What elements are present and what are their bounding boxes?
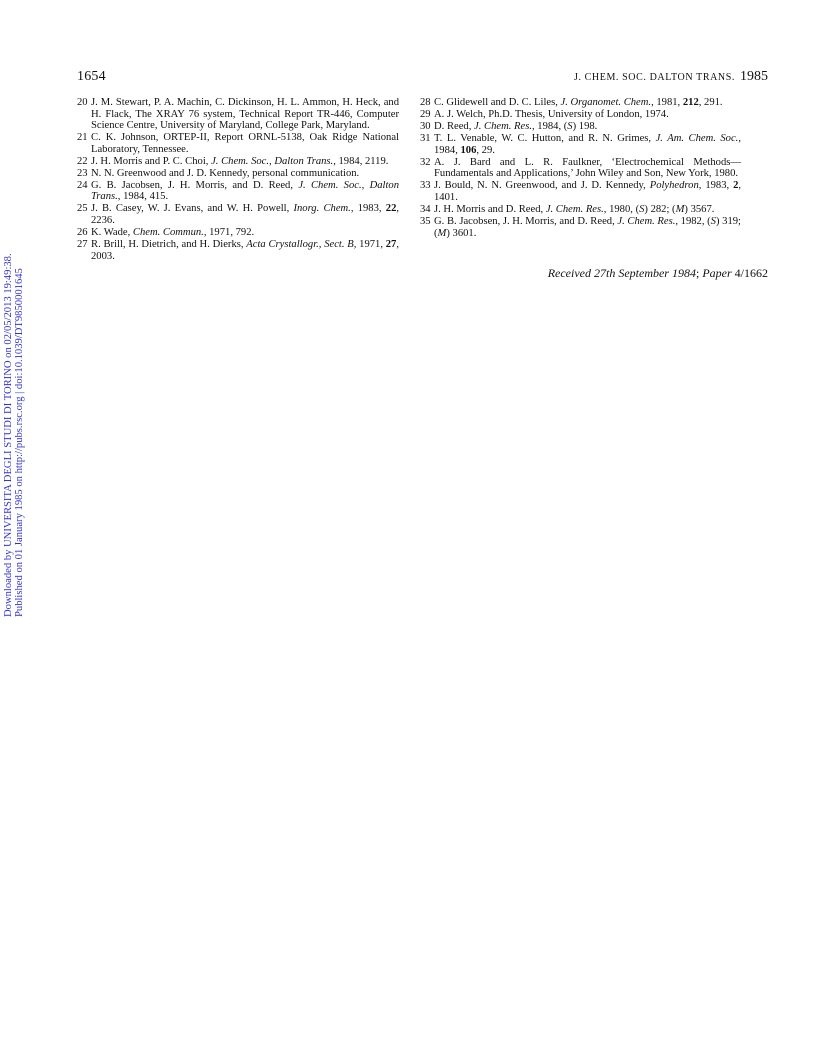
page-number: 1654 <box>77 69 106 84</box>
reference-number: 35 <box>420 215 431 227</box>
running-header <box>77 69 768 85</box>
reference-fragment: 106 <box>460 144 477 156</box>
reference-fragment: 27 <box>385 239 397 251</box>
reference-fragment: M <box>437 227 447 239</box>
reference-text <box>434 180 741 203</box>
reference-fragment: , 1983, <box>698 180 734 192</box>
reference-fragment: , 1982, ( <box>675 215 711 227</box>
reference-fragment: M <box>675 203 685 215</box>
reference-fragment: K. Wade, <box>91 227 133 239</box>
reference-fragment: T. L. Venable, W. C. Hutton, and R. N. Grimes, <box>434 133 656 145</box>
reference-number: 22 <box>77 155 88 167</box>
reference-item <box>77 180 399 203</box>
reference-fragment: J. Organomet. Chem. <box>560 97 652 108</box>
reference-text <box>91 180 399 203</box>
reference-fragment: S <box>710 215 716 227</box>
reference-item <box>420 180 741 203</box>
reference-fragment: 2 <box>733 180 739 192</box>
reference-fragment: S <box>567 121 573 133</box>
reference-text <box>91 203 399 226</box>
reference-fragment: R. Brill, H. Dietrich, and H. Dierks, <box>91 239 247 251</box>
reference-number: 33 <box>420 180 431 192</box>
reference-fragment: , 1984, 415. <box>117 191 169 203</box>
reference-fragment: Inorg. Chem. <box>293 203 351 215</box>
reference-fragment: C. K. Johnson, ORTEP-II, Report ORNL-5138, Oak Ridge National Laboratory, Tennessee. <box>91 132 399 155</box>
reference-item <box>420 157 741 180</box>
reference-item <box>77 97 399 132</box>
reference-fragment: , 1981, <box>651 97 683 108</box>
reference-number: 31 <box>420 133 431 145</box>
reference-number: 29 <box>420 109 431 121</box>
journal-year: 1985 <box>740 69 768 84</box>
reference-number: 28 <box>420 97 431 108</box>
reference-text <box>434 157 741 180</box>
reference-fragment: , 291. <box>698 97 723 108</box>
reference-number: 27 <box>77 239 88 251</box>
reference-item <box>420 204 741 216</box>
reference-fragment: Chem. Commun. <box>132 227 204 239</box>
reference-number: 30 <box>420 121 431 133</box>
reference-fragment: Acta Crystallogr., Sect. B <box>246 239 354 251</box>
reference-fragment: G. B. Jacobsen, J. H. Morris, and D. Reed, <box>91 179 299 191</box>
reference-fragment: D. Reed, <box>434 121 475 133</box>
references-column-right <box>420 97 741 240</box>
reference-text <box>434 121 597 132</box>
reference-fragment: ) 319; ( <box>434 215 741 239</box>
reference-text <box>434 133 741 156</box>
reference-item <box>420 133 741 156</box>
reference-fragment: J. Chem. Res. <box>617 215 676 227</box>
reference-fragment: Polyhedron <box>649 180 699 192</box>
reference-text <box>91 97 399 131</box>
reference-fragment: J. B. Casey, W. J. Evans, and W. H. Powell, <box>91 203 294 215</box>
reference-fragment: , 1980, ( <box>603 203 640 215</box>
reference-fragment: J. M. Stewart, P. A. Machin, C. Dickinson, H. L. Ammon, H. Heck, and H. Flack, The XRAY 76 system, Technical Report TR-446, Computer Science Centre, University of Maryland, College Park, Maryland. <box>91 97 399 132</box>
reference-fragment: , 1984, 2119. <box>333 155 389 167</box>
reference-text <box>91 239 399 262</box>
reference-item <box>77 156 399 168</box>
download-watermark <box>0 0 30 1056</box>
paper-number: 4/1662 <box>734 266 768 280</box>
reference-fragment: ) 198. <box>572 121 598 133</box>
reference-fragment: J. H. Morris and D. Reed, <box>434 203 546 215</box>
reference-fragment: , 1401. <box>434 180 742 203</box>
reference-fragment: J. Am. Chem. Soc. <box>655 133 739 145</box>
reference-text <box>434 216 741 239</box>
reference-item <box>77 203 399 226</box>
received-date: Received 27th September 1984 <box>547 266 696 280</box>
reference-number: 21 <box>77 132 88 144</box>
reference-text <box>434 204 714 215</box>
reference-text <box>434 97 723 108</box>
reference-fragment: J. Chem. Soc., Dalton Trans. <box>91 179 399 203</box>
journal-name: J. CHEM. SOC. DALTON TRANS. <box>573 72 735 83</box>
reference-item <box>77 168 399 180</box>
reference-fragment: , 1984, <box>434 133 741 156</box>
reference-fragment: J. Bould, N. N. Greenwood, and J. D. Kennedy, <box>434 180 650 192</box>
publication-notice[interactable]: Published on 01 January 1985 on http://pubs.rsc.org | doi:10.1039/DT9850001645 <box>14 268 25 617</box>
reference-fragment: ) 282; ( <box>644 203 676 215</box>
reference-number: 20 <box>77 97 88 108</box>
reference-fragment: N. N. Greenwood and J. D. Kennedy, personal communication. <box>91 167 360 179</box>
reference-fragment: C. Glidewell and D. C. Liles, <box>434 97 561 108</box>
reference-item <box>77 132 399 155</box>
reference-text <box>91 168 359 179</box>
journal-title <box>574 69 768 85</box>
reference-item <box>420 216 741 239</box>
reference-fragment: A. J. Welch, Ph.D. Thesis, University of London, 1974. <box>434 109 669 121</box>
received-line: Received 27th September 1984; Paper 4/1662 <box>547 266 768 280</box>
reference-fragment: , 2236. <box>91 203 400 226</box>
reference-item <box>420 121 741 133</box>
references-column-left <box>77 97 399 263</box>
reference-number: 24 <box>77 179 88 191</box>
reference-fragment: , 1971, <box>353 239 386 251</box>
reference-fragment: 22 <box>385 203 397 215</box>
reference-number: 23 <box>77 167 88 179</box>
paper-label: Paper <box>702 266 732 280</box>
reference-fragment: S <box>639 203 645 215</box>
reference-fragment: J. H. Morris and P. C. Choi, <box>91 155 212 167</box>
reference-item <box>420 97 741 109</box>
reference-text <box>91 156 388 167</box>
reference-text <box>91 227 254 238</box>
reference-fragment: , 2003. <box>91 239 399 262</box>
reference-fragment: J. Chem. Res. <box>474 121 532 133</box>
reference-fragment: 212 <box>682 97 699 108</box>
reference-item <box>77 239 399 262</box>
reference-fragment: , 29. <box>476 144 495 156</box>
reference-text <box>434 109 669 120</box>
reference-fragment: J. Chem. Res. <box>545 203 604 215</box>
reference-fragment: , 1971, 792. <box>203 227 255 239</box>
reference-item <box>77 227 399 239</box>
reference-text <box>91 132 399 155</box>
reference-item <box>420 109 741 121</box>
reference-fragment: ) 3601. <box>446 227 477 239</box>
reference-number: 26 <box>77 227 88 239</box>
download-notice[interactable]: Downloaded by UNIVERSITA DEGLI STUDI DI TORINO on 02/05/2013 19:49:38. <box>3 253 14 617</box>
reference-fragment: J. Chem. Soc., Dalton Trans. <box>211 155 334 167</box>
reference-fragment: A. J. Bard and L. R. Faulkner, ‘Electrochemical Methods—Fundamentals and Applications,’ John Wiley and Son, New York, 1980. <box>434 156 741 180</box>
reference-number: 25 <box>77 203 88 215</box>
reference-fragment: G. B. Jacobsen, J. H. Morris, and D. Reed, <box>434 215 618 227</box>
reference-fragment: , 1984, ( <box>531 121 568 133</box>
reference-number: 32 <box>420 156 431 168</box>
reference-number: 34 <box>420 203 431 215</box>
reference-fragment: , 1983, <box>350 203 386 215</box>
reference-fragment: ) 3567. <box>684 203 715 215</box>
